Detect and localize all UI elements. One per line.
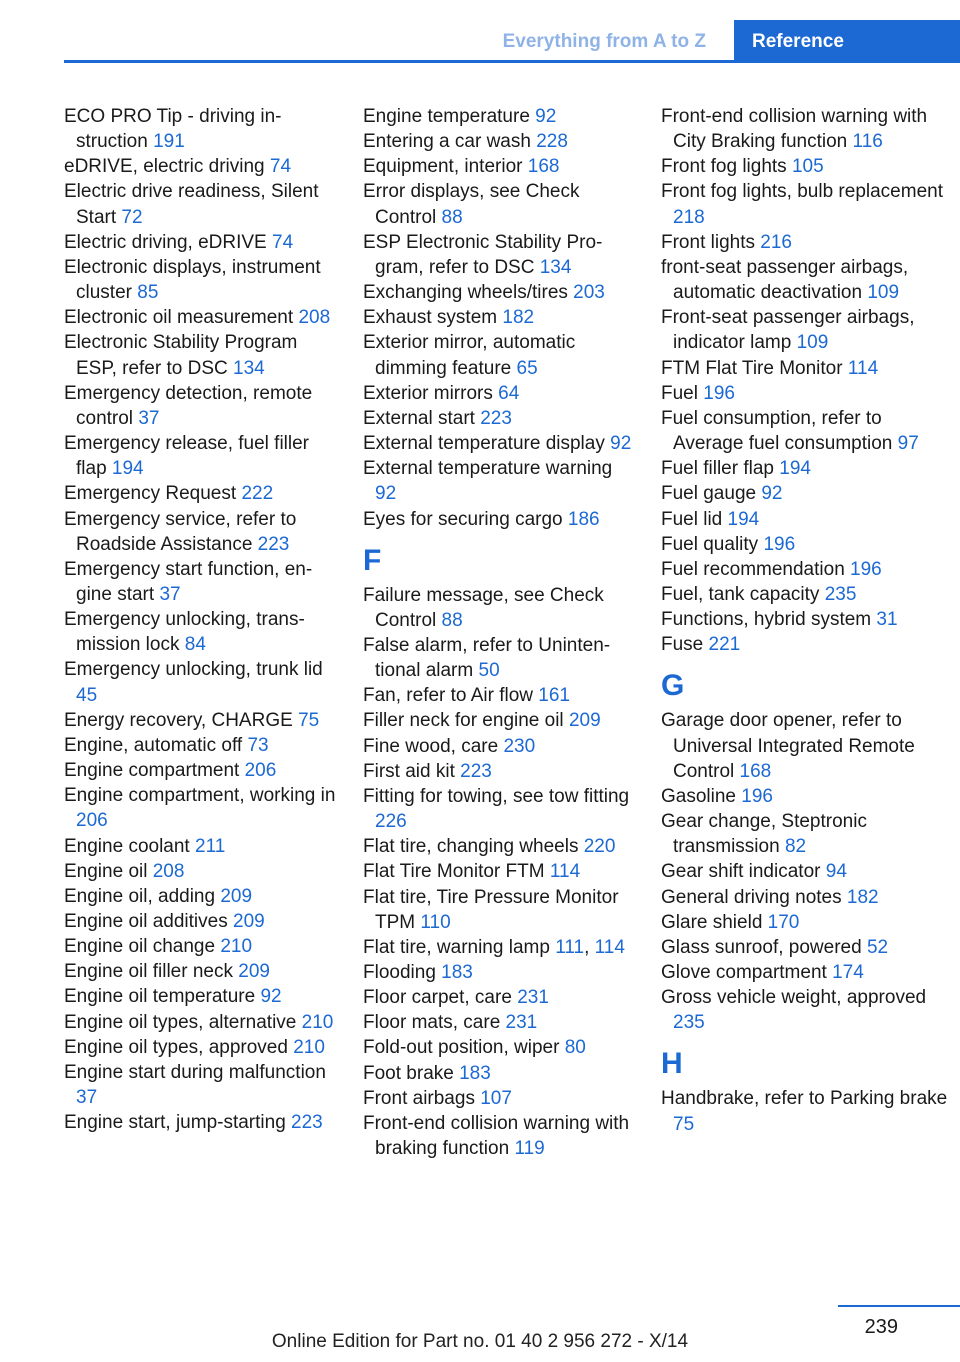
index-page-link[interactable]: 196 <box>703 382 735 404</box>
index-page-link[interactable]: 206 <box>76 810 108 832</box>
index-entry-text: Engine coolant <box>64 835 190 857</box>
index-entry-text: Floor carpet, care <box>363 987 512 1009</box>
index-page-link[interactable]: 210 <box>301 1011 334 1033</box>
index-entry <box>64 783 336 833</box>
index-page-link[interactable]: 37 <box>76 1087 98 1109</box>
index-page-link[interactable]: 73 <box>247 734 269 756</box>
index-entry <box>363 759 633 784</box>
index-entry-text: Fuel consumption, refer to Average fuel consumption <box>661 407 893 455</box>
index-entry <box>363 734 633 759</box>
index-page-link[interactable]: 31 <box>876 609 898 631</box>
index-entry-text: Fan, refer to Air flow <box>363 685 534 707</box>
index-entry-text: Engine oil types, approved <box>64 1036 288 1058</box>
index-entry-text: FTM Flat Tire Monitor <box>661 357 843 379</box>
index-entry-text: Fuel recommendation <box>661 558 845 580</box>
index-entry-text: Engine start, jump-starting <box>64 1112 286 1134</box>
index-entry-text: Engine oil, adding <box>64 885 216 907</box>
index-page-link[interactable]: 119 <box>514 1138 545 1160</box>
index-page-link[interactable]: 209 <box>238 961 270 983</box>
index-page-link[interactable]: 168 <box>527 156 560 178</box>
index-entry-text: Fuel <box>661 382 698 404</box>
index-page-link[interactable]: 80 <box>564 1037 586 1059</box>
index-entry <box>661 910 951 935</box>
index-entry-text: First aid kit <box>363 760 455 782</box>
index-page-link[interactable]: 226 <box>375 811 407 833</box>
index-entry-text: Fuel quality <box>661 533 759 555</box>
index-letter-heading: G <box>661 669 685 703</box>
index-entry <box>64 708 336 733</box>
index-entry <box>363 230 633 280</box>
index-entry <box>661 230 951 255</box>
index-page-link[interactable]: 114 <box>594 936 625 958</box>
index-entry <box>64 859 336 884</box>
index-entry <box>661 456 951 481</box>
index-column-2 <box>363 104 633 1161</box>
index-entry <box>661 607 951 632</box>
index-page-link[interactable]: 174 <box>832 962 864 983</box>
index-entry <box>363 683 633 708</box>
index-entry-text: Functions, hybrid system <box>661 609 872 631</box>
index-entry <box>64 1035 336 1060</box>
index-entry-text: Front lights <box>661 231 755 253</box>
index-entry <box>363 633 633 683</box>
index-page-link[interactable]: 82 <box>784 836 807 858</box>
index-entry-text: Electric driving, eDRIVE <box>64 231 267 253</box>
index-entry-text: External start <box>363 407 475 429</box>
index-entry-text: External temperature warning <box>363 458 613 480</box>
index-entry-text: Garage door opener, refer to Universal Integrated Remote Control <box>661 710 915 782</box>
index-entry-text: Engine oil temperature <box>64 986 256 1008</box>
index-entry-text: Glare shield <box>661 911 763 933</box>
index-entry-text: Fine wood, care <box>363 735 499 757</box>
index-page-link[interactable]: 209 <box>220 885 253 907</box>
header-rule <box>64 60 960 63</box>
index-entry-text: Flooding <box>363 962 436 983</box>
index-entry-text: Engine oil additives <box>64 911 228 932</box>
index-entry <box>363 708 633 733</box>
index-page-link[interactable]: 114 <box>549 861 581 883</box>
index-page-link[interactable]: 203 <box>573 282 605 304</box>
index-entry-text: Gear shift indicator <box>661 861 821 883</box>
index-entry-text: Floor mats, care <box>363 1012 501 1034</box>
index-entry <box>661 935 951 960</box>
index-page-link[interactable]: 37 <box>159 583 181 605</box>
index-entry <box>363 885 633 935</box>
index-entry <box>64 1110 336 1135</box>
index-entry-text: Front airbags <box>363 1087 475 1109</box>
index-entry-text: Engine oil <box>64 860 148 882</box>
index-entry <box>661 381 951 406</box>
index-entry <box>64 255 336 305</box>
index-entry-text: Gear change, Steptronic transmission <box>661 811 867 858</box>
index-entry <box>363 507 633 532</box>
header-section-title: Everything from A to Z <box>502 31 706 52</box>
index-entry-text: Exhaust system <box>363 307 498 329</box>
index-entry-text: Electronic Stability Program ESP, refer to DSC <box>64 332 298 379</box>
index-entry <box>64 657 336 707</box>
index-entry-text: ESP Electronic Stability Program, refer to DSC <box>363 231 603 278</box>
index-entry <box>64 934 336 959</box>
index-entry-text: ECO PRO Tip - driving instruction <box>64 106 282 153</box>
index-entry <box>661 885 951 910</box>
index-entry-text: Glass sunroof, powered <box>661 936 862 958</box>
index-page-link[interactable]: 221 <box>708 634 741 656</box>
index-entry-text: Electronic oil measurement <box>64 307 294 329</box>
index-page-link[interactable]: 105 <box>791 156 824 178</box>
index-entry-text: Electronic displays, instrument cluster <box>64 256 321 304</box>
index-entry <box>64 557 336 607</box>
index-entry-text: Flat tire, warning lamp <box>363 936 550 958</box>
index-page-link[interactable]: 50 <box>478 660 500 682</box>
index-page-link[interactable]: 92 <box>260 986 282 1008</box>
index-entry-text: False alarm, refer to Unintentional alarm <box>363 634 611 682</box>
index-page-link[interactable]: 92 <box>535 106 557 127</box>
index-page-link[interactable]: 211 <box>195 835 226 857</box>
index-entry <box>363 583 633 633</box>
index-entry-text: Failure message, see Check Control <box>363 584 604 631</box>
index-entry-text: Engine, automatic off <box>64 734 243 756</box>
index-entry-text: Emergency detection, remote control <box>64 382 313 429</box>
index-page-link[interactable]: 183 <box>441 962 473 983</box>
index-entry-text: Emergency service, refer to Roadside Assistance <box>64 508 297 555</box>
index-entry <box>363 431 633 456</box>
index-entry <box>363 834 633 859</box>
index-entry <box>64 104 336 154</box>
index-entry-text: Engine oil change <box>64 936 216 958</box>
index-entry <box>363 406 633 431</box>
index-entry-text: Entering a car wash <box>363 131 531 153</box>
index-page-link[interactable]: 210 <box>293 1036 325 1058</box>
page-number: 239 <box>864 1316 898 1338</box>
index-entry-text: Emergency unlocking, transmission lock <box>64 609 305 656</box>
index-entry-text: Fuel gauge <box>661 483 757 505</box>
index-entry-text: Front-end collision warning with braking function <box>363 1112 630 1160</box>
index-entry <box>661 154 951 179</box>
index-entry-text: Fold-out position, wiper <box>363 1037 560 1059</box>
index-entry <box>661 557 951 582</box>
index-entry <box>363 305 633 330</box>
index-entry-text: Gasoline <box>661 785 736 807</box>
index-page-link[interactable]: 223 <box>291 1112 323 1134</box>
index-page-link[interactable]: 74 <box>272 231 294 253</box>
index-entry-text: Fuel, tank capacity <box>661 583 820 605</box>
index-entry <box>363 381 633 406</box>
index-page-link[interactable]: 111 <box>555 936 585 958</box>
index-page-link[interactable]: 235 <box>673 1012 705 1034</box>
index-page-link[interactable]: 134 <box>539 256 572 278</box>
index-page-link[interactable]: 65 <box>516 357 538 379</box>
index-page-link[interactable]: 94 <box>825 861 847 883</box>
index-entry-text: Foot brake <box>363 1062 454 1084</box>
index-entry-text: Energy recovery, CHARGE <box>64 709 293 731</box>
index-entry <box>363 985 633 1010</box>
index-entry <box>64 959 336 984</box>
index-entry-text: Front fog lights, bulb replacement <box>661 181 943 203</box>
footer-edition: Online Edition for Part no. 01 40 2 956 272 - X/14 <box>271 1331 689 1352</box>
index-page-link[interactable]: 196 <box>850 558 882 580</box>
index-page-link[interactable]: 97 <box>897 433 919 455</box>
index-page-link[interactable]: 209 <box>233 911 265 932</box>
index-entry <box>661 809 951 859</box>
index-entry-text: Error displays, see Check Control <box>363 181 580 228</box>
index-page-link[interactable]: 228 <box>536 131 568 153</box>
footer-rule <box>838 1305 960 1307</box>
index-page-link[interactable]: 209 <box>568 710 601 732</box>
index-entry-text: Fuel filler flap <box>661 458 774 480</box>
index-entry <box>64 179 336 229</box>
index-entry <box>64 884 336 909</box>
index-entry <box>661 960 951 985</box>
index-entry <box>661 104 951 154</box>
index-page-link[interactable]: 52 <box>866 936 889 958</box>
index-entry-text: Exterior mirror, automatic dimming feature <box>363 332 576 379</box>
index-entry <box>661 582 951 607</box>
index-column-1 <box>64 104 336 1135</box>
index-page-link[interactable]: 194 <box>779 458 811 480</box>
index-entry-text: Flat Tire Monitor FTM <box>363 861 545 883</box>
index-entry <box>363 1035 633 1060</box>
index-page-link[interactable]: 235 <box>824 583 857 605</box>
index-page-link[interactable]: 208 <box>152 860 185 882</box>
index-page-link[interactable]: 109 <box>796 332 829 354</box>
index-entry <box>363 859 633 884</box>
index-entry <box>661 784 951 809</box>
index-entry <box>661 305 951 355</box>
index-entry <box>363 456 633 506</box>
index-page-link[interactable]: 231 <box>517 987 549 1009</box>
index-page-link[interactable]: 222 <box>241 483 274 505</box>
index-page-link[interactable]: 183 <box>459 1062 491 1084</box>
index-entry <box>64 381 336 431</box>
index-entry <box>363 1061 633 1086</box>
index-page-link[interactable]: 88 <box>441 609 463 631</box>
index-entry-text: Engine compartment <box>64 760 240 782</box>
index-entry-text: Exchanging wheels/tires <box>363 282 568 304</box>
index-entry-text: Electric drive readiness, Silent Start <box>64 181 319 228</box>
index-entry-text: Fitting for towing, see tow fitting <box>363 785 630 807</box>
index-page-link[interactable]: 220 <box>583 836 616 858</box>
index-entry <box>661 406 951 456</box>
index-page-link[interactable]: 223 <box>480 407 512 429</box>
index-page-link[interactable]: 107 <box>480 1087 512 1109</box>
index-entry-text: Fuse <box>661 634 704 656</box>
index-entry <box>661 859 951 884</box>
index-page-link[interactable]: 230 <box>503 735 536 757</box>
index-entry <box>64 154 336 179</box>
header-tab-reference: Reference <box>734 20 960 62</box>
index-letter-heading: H <box>661 1047 683 1081</box>
index-entry-text: Handbrake, refer to Parking brake <box>661 1088 948 1110</box>
index-page-link[interactable]: 182 <box>502 307 535 329</box>
index-column-3 <box>661 104 951 1137</box>
index-entry-text: Emergency release, fuel filler flap <box>64 433 309 480</box>
index-page-link[interactable]: 206 <box>244 760 277 782</box>
index-entry <box>363 1086 633 1111</box>
index-entry <box>64 607 336 657</box>
index-page-link[interactable]: 74 <box>269 156 292 178</box>
index-page-link[interactable]: 84 <box>184 634 206 656</box>
index-page-link[interactable]: 72 <box>121 206 143 228</box>
index-entry-text: Engine oil types, alternative <box>64 1011 297 1033</box>
index-entry <box>64 758 336 783</box>
index-entry <box>64 431 336 481</box>
index-entry-text: Glove compartment <box>661 962 827 983</box>
index-entry-text: Gross vehicle weight, approved <box>661 987 927 1009</box>
index-entry-text: Flat tire, Tire Pressure Monitor TPM <box>363 886 619 933</box>
index-page-link[interactable]: 168 <box>739 760 772 782</box>
index-entry-text: Flat tire, changing wheels <box>363 836 579 858</box>
index-entry <box>661 179 951 229</box>
index-page-link[interactable]: 45 <box>76 684 98 706</box>
index-entry <box>661 356 951 381</box>
index-entry-text: eDRIVE, electric driving <box>64 156 265 178</box>
index-page-link[interactable]: 231 <box>505 1012 538 1034</box>
index-entry <box>64 909 336 934</box>
index-page-link[interactable]: 216 <box>760 231 792 253</box>
index-entry <box>64 1010 336 1035</box>
index-page-link[interactable]: 114 <box>847 357 879 379</box>
index-page-link[interactable]: 194 <box>727 508 760 530</box>
index-entry <box>661 985 951 1035</box>
index-entry <box>661 532 951 557</box>
index-letter-heading: F <box>363 543 382 577</box>
index-page-link[interactable]: 208 <box>298 307 331 329</box>
index-entry-text: Engine oil filler neck <box>64 961 233 983</box>
index-page-link[interactable]: 161 <box>538 685 570 707</box>
index-entry <box>64 330 336 380</box>
index-entry <box>64 1060 336 1110</box>
index-entry <box>661 255 951 305</box>
index-entry-text: Front-end collision warning with City Braking function <box>661 106 928 153</box>
index-page-link[interactable]: 134 <box>233 357 265 379</box>
index-entry <box>661 1086 951 1136</box>
index-entry: Flat tire, warning lamp 111, 114 <box>363 936 625 958</box>
index-entry <box>661 632 951 657</box>
index-entry-text: Front-seat passenger airbags, indicator lamp <box>661 307 915 354</box>
index-page-link[interactable]: 196 <box>741 785 773 807</box>
index-entry <box>363 280 633 305</box>
index-entry-text: Emergency start function, engine start <box>64 558 313 605</box>
index-page-link[interactable]: 88 <box>441 206 463 228</box>
index-entry <box>363 154 633 179</box>
index-page-link[interactable]: 196 <box>763 533 796 555</box>
index-entry <box>64 507 336 557</box>
index-page-link[interactable]: 194 <box>111 458 144 480</box>
index-page-link[interactable]: 223 <box>460 760 492 782</box>
index-entry-text: External temperature display <box>363 433 605 455</box>
index-entry <box>64 305 336 330</box>
index-entry <box>363 330 633 380</box>
index-entry <box>363 784 633 834</box>
index-page-link[interactable]: 110 <box>420 911 451 933</box>
index-entry-text: front-seat passenger airbags, automatic deactivation <box>661 256 909 304</box>
index-page-link[interactable]: 92 <box>761 483 783 505</box>
index-entry-text: Engine compartment, working in <box>64 785 336 807</box>
index-entry-text: Engine start during malfunction <box>64 1061 326 1083</box>
index-page-link[interactable]: 92 <box>610 433 632 455</box>
index-entry-text: Front fog lights <box>661 156 787 178</box>
index-entry <box>363 1111 633 1161</box>
index-page-link[interactable]: 85 <box>137 282 159 304</box>
index-entry <box>64 834 336 859</box>
index-entry-text: Filler neck for engine oil <box>363 710 564 732</box>
index-entry-text: Eyes for securing cargo <box>363 508 563 530</box>
index-entry-text: Equipment, interior <box>363 156 523 178</box>
index-entry-text: Emergency unlocking, trunk lid <box>64 659 323 681</box>
index-page-link[interactable]: 218 <box>673 206 705 228</box>
index-entry <box>64 733 336 758</box>
index-entry <box>363 129 633 154</box>
index-page-link[interactable]: 191 <box>153 131 185 153</box>
index-page-link[interactable]: 37 <box>138 407 160 429</box>
index-entry <box>363 179 633 229</box>
index-entry <box>64 230 336 255</box>
index-page-link[interactable]: 75 <box>673 1113 695 1135</box>
index-entry <box>64 984 336 1009</box>
index-entry-text: Emergency Request <box>64 483 237 505</box>
index-page-link[interactable]: 116 <box>852 131 883 153</box>
index-entry <box>661 481 951 506</box>
index-entry <box>661 507 951 532</box>
index-entry-text: Fuel lid <box>661 508 723 530</box>
index-page-link[interactable]: 170 <box>767 911 800 933</box>
index-entry <box>661 708 951 783</box>
index-page-link[interactable]: 182 <box>846 886 879 908</box>
index-page-link[interactable]: 223 <box>257 533 290 555</box>
index-entry-text: Engine temperature <box>363 106 530 127</box>
index-page-link[interactable]: 210 <box>220 936 253 958</box>
index-entry <box>64 481 336 506</box>
index-entry-text: General driving notes <box>661 886 842 908</box>
index-page-link[interactable]: 64 <box>498 382 520 404</box>
index-entry <box>363 104 633 129</box>
index-entry <box>363 960 633 985</box>
index-page-link[interactable]: 186 <box>567 508 600 530</box>
index-page-link[interactable]: 109 <box>867 282 900 304</box>
index-page-link[interactable]: 75 <box>298 709 320 731</box>
index-page-link[interactable]: 92 <box>375 483 397 505</box>
index-entry-text: Exterior mirrors <box>363 382 493 404</box>
index-entry <box>363 1010 633 1035</box>
